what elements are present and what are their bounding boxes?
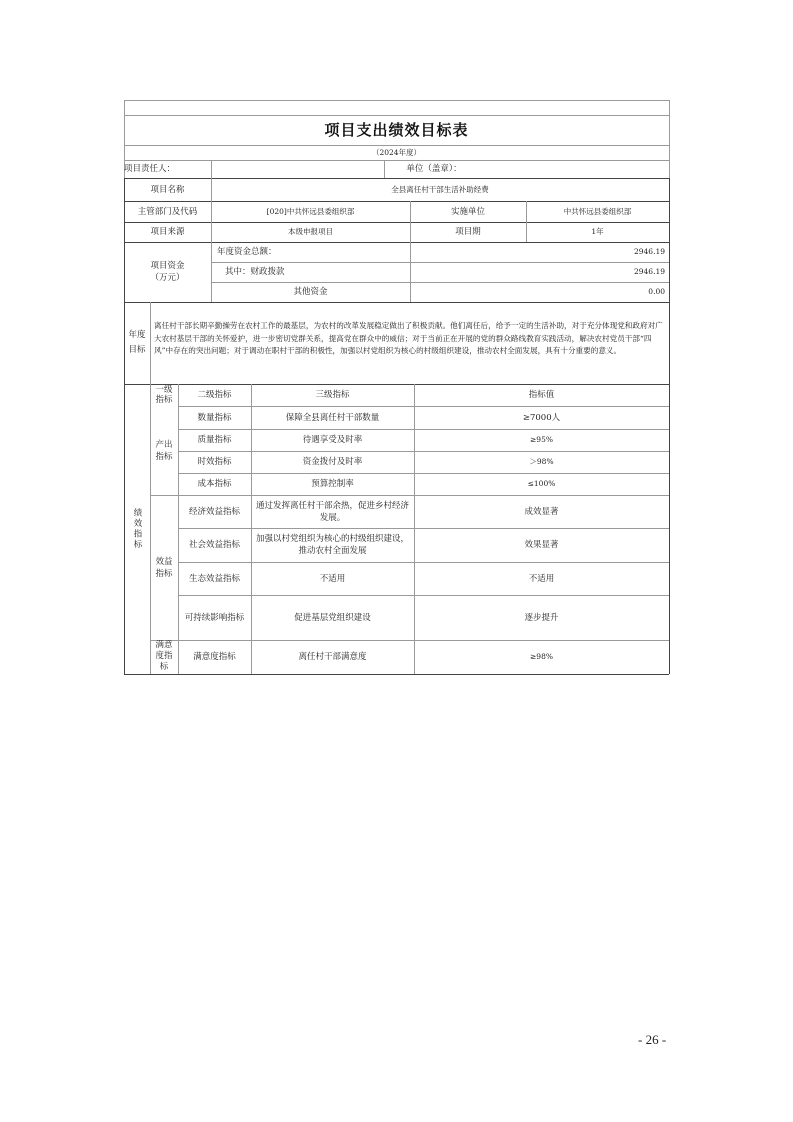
department-value: [020]中共怀远县委组织部	[266, 206, 355, 216]
indicator-level3: 促进基层党组织建设	[294, 612, 371, 623]
indicator-value: ＞98%	[529, 457, 554, 466]
header-level1: 一级指标	[155, 385, 173, 405]
indicator-level3: 通过发挥离任村干部余热，促进乡村经济发展。	[255, 500, 409, 523]
indicator-value: 效果显著	[524, 540, 559, 550]
project-period-label: 项目期	[455, 227, 481, 237]
indicator-level2: 生态效益指标	[188, 573, 240, 584]
table-border-bottom	[124, 674, 669, 675]
project-name-value: 全县离任村干部生活补助经费	[391, 184, 489, 194]
project-funds-label	[124, 242, 211, 302]
indicator-value: ≤100%	[527, 479, 556, 488]
annual-goal-text: 离任村干部长期辛勤操劳在农村工作的最基层，为农村的改革发展稳定做出了积极贡献。他们离任后，给予一定的生活补助，对于充分体现党和政府对广大农村基层干部的关怀爱护，进一步密切党群关系，提高党在群众中的威信；对于当前正在开展的党的群众路线教育实践活动，解决农村党员干部“四风”中存在的突出问题；对于调动在职村干部的积极性，加强以村党组织为核心的村级组织建设，推动农村全面发展，具有十分重要的意义。	[154, 321, 663, 355]
responsible-label: 项目责任人：	[124, 164, 176, 174]
indicator-level3: 保障全县离任村干部数量	[285, 412, 380, 423]
project-name-label: 项目名称	[150, 184, 185, 195]
table-border-right	[669, 178, 670, 674]
indicator-level3: 待遇享受及时率	[302, 435, 363, 445]
indicator-level2: 社会效益指标	[188, 540, 240, 550]
header-level2: 二级指标	[197, 390, 232, 400]
header-value: 指标值	[528, 390, 555, 400]
annual-goal-label	[124, 302, 150, 384]
other-funds-value: 0.00	[648, 287, 665, 296]
indicator-level2: 成本指标	[197, 479, 232, 489]
total-funds-value: 2946.19	[633, 247, 665, 256]
rule	[211, 160, 212, 178]
indicator-level3: 预算控制率	[311, 479, 354, 489]
indicator-value: ≥7000人	[522, 412, 561, 423]
page-title: 项目支出绩效目标表	[324, 121, 469, 139]
indicator-value: ≥95%	[530, 435, 553, 444]
indicator-value: 不适用	[528, 573, 555, 584]
project-source-label: 项目来源	[150, 227, 185, 237]
satisfaction-indicators-group: 满意度指标	[155, 640, 173, 672]
goal-label-line2: 目标	[128, 345, 146, 355]
goal-label-line1: 年度	[128, 330, 146, 340]
indicator-level2: 满意度指标	[193, 652, 236, 662]
rule	[124, 302, 669, 303]
department-label: 主管部门及代码	[137, 206, 198, 217]
performance-indicators-label: 绩效指标	[132, 508, 142, 550]
indicator-value: ≥98%	[530, 652, 553, 661]
indicator-level2: 时效指标	[197, 457, 232, 467]
table-border-top	[124, 100, 669, 101]
indicator-level3: 不适用	[319, 573, 346, 584]
funds-label-line1: 项目资金	[150, 261, 185, 271]
implementing-unit-label: 实施单位	[450, 206, 485, 217]
implementing-unit-value: 中共怀远县委组织部	[563, 206, 632, 216]
funds-label-line2: （万元）	[150, 273, 185, 283]
page-number: - 26 -	[638, 1032, 667, 1047]
indicator-level2: 质量指标	[197, 435, 232, 445]
indicator-level2: 数量指标	[197, 412, 232, 423]
header-level3: 三级指标	[315, 390, 350, 400]
fiscal-funds-value: 2946.19	[633, 267, 665, 276]
indicator-level2: 可持续影响指标	[184, 612, 245, 623]
benefit-indicators-group: 效益指标	[155, 556, 173, 579]
total-funds-label: 年度资金总额：	[217, 247, 277, 257]
unit-seal-label: 单位（盖章）：	[406, 164, 462, 174]
other-funds-label: 其他资金	[293, 287, 328, 297]
indicator-level3: 离任村干部满意度	[298, 652, 367, 662]
indicator-value: 成效显著	[524, 506, 559, 517]
rule	[669, 100, 670, 178]
indicator-level3: 加强以村党组织为核心的村级组织建设，推动农村全面发展	[255, 534, 409, 556]
indicator-value: 逐步提升	[524, 612, 559, 623]
indicator-level3: 资金拨付及时率	[302, 457, 363, 467]
project-period-value: 1年	[591, 227, 604, 236]
indicator-level2: 经济效益指标	[188, 506, 240, 517]
output-indicators-group: 产出指标	[155, 439, 173, 462]
fiscal-year: （2024年度）	[371, 147, 422, 157]
project-source-value: 本级申报项目	[288, 227, 333, 236]
fiscal-funds-label: 其中：财政拨款	[225, 267, 285, 277]
